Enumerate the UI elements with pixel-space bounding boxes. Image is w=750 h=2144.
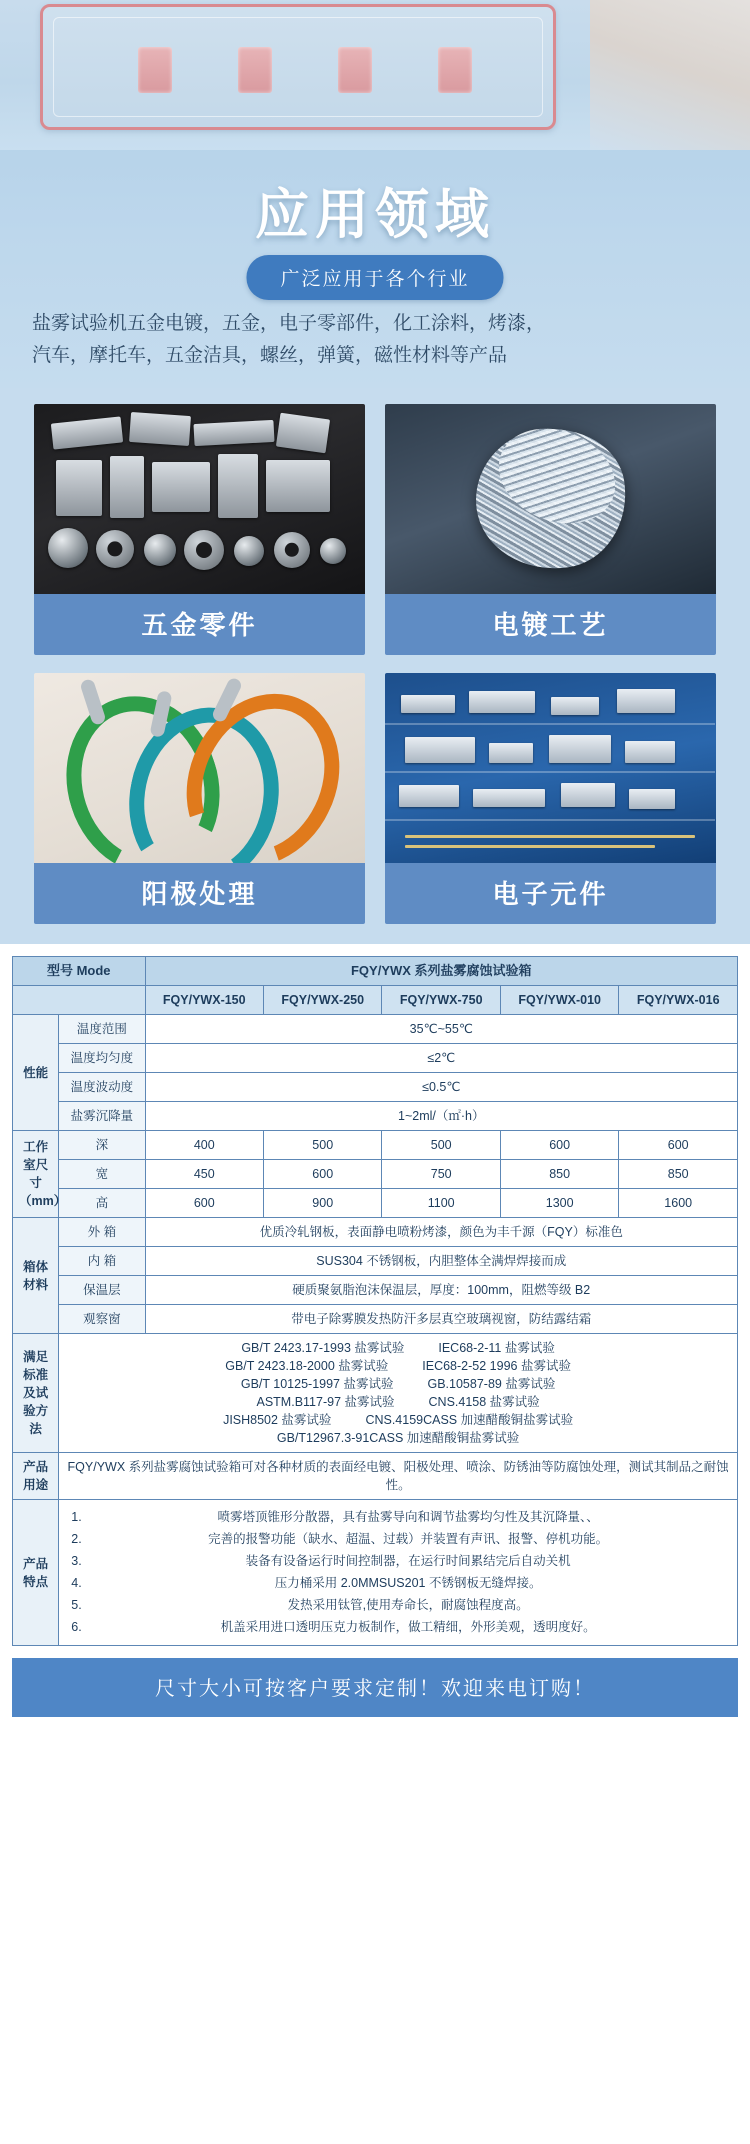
features-cell: [59, 1500, 738, 1646]
gallery-caption: 阳极处理: [34, 863, 365, 924]
row-value: ≤2℃: [145, 1044, 737, 1073]
row-value: 带电子除雾膜发热防汗多层真空玻璃视窗，防结露结霜: [145, 1305, 737, 1334]
row-value: 1~2ml/（㎡·h）: [145, 1102, 737, 1131]
gallery-card-plating: [385, 404, 716, 655]
row-label: 盐雾沉降量: [59, 1102, 145, 1131]
table-row: [13, 1247, 738, 1276]
dim-cell: 450: [145, 1160, 263, 1189]
gallery-card-electronics: [385, 673, 716, 924]
machine-panel: [438, 47, 472, 93]
standard-line: GB/T 2423.18-2000 盐雾试验 IEC68-2-52 1996 盐雾试验: [225, 1359, 571, 1373]
feature-item: 5. 发热采用钛管,使用寿命长，耐腐蚀程度高。: [85, 1596, 731, 1615]
spec-table-section: [0, 944, 750, 1717]
table-row: [13, 1276, 738, 1305]
dim-cell: 850: [500, 1160, 618, 1189]
table-row: [13, 1218, 738, 1247]
row-label: 温度均匀度: [59, 1044, 145, 1073]
standard-line: GB/T 2423.17-1993 盐雾试验 IEC68-2-11 盐雾试验: [241, 1341, 555, 1355]
dim-cell: 900: [264, 1189, 382, 1218]
row-value: 优质冷轧钢板，表面静电喷粉烤漆，颜色为丰千源（FQY）标准色: [145, 1218, 737, 1247]
carabiner-clip: [79, 678, 107, 726]
section-label-dimensions: 工作室尺寸（mm）: [13, 1131, 59, 1218]
model-cell: FQY/YWX-016: [619, 986, 738, 1015]
table-row: [13, 1044, 738, 1073]
row-label: 温度范围: [59, 1015, 145, 1044]
feature-item: 6. 机盖采用进口透明压克力板制作，做工精细，外形美观，透明度好。: [85, 1618, 731, 1637]
model-title: FQY/YWX 系列盐雾腐蚀试验箱: [145, 957, 737, 986]
usage-cell: FQY/YWX 系列盐雾腐蚀试验箱可对各种材质的表面经电镀、阳极处理、喷涂、防锈油等防腐蚀处理，测试其制品之耐蚀性。: [59, 1453, 738, 1500]
row-label: 高: [59, 1189, 145, 1218]
section-label-performance: 性能: [13, 1015, 59, 1131]
standard-line: GB/T 10125-1997 盐雾试验 GB.10587-89 盐雾试验: [240, 1377, 556, 1391]
gallery-caption: 五金零件: [34, 594, 365, 655]
hero-section: [0, 0, 750, 388]
table-row: [13, 1073, 738, 1102]
table-row: [13, 1334, 738, 1453]
dim-cell: 600: [264, 1160, 382, 1189]
gallery-caption: 电镀工艺: [385, 594, 716, 655]
wire-mesh-photo: [385, 404, 716, 594]
pcb-photo: [385, 673, 716, 863]
table-row: [13, 1160, 738, 1189]
model-cell: FQY/YWX-150: [145, 986, 263, 1015]
table-row: [13, 957, 738, 986]
table-row: [13, 1500, 738, 1646]
row-label: 宽: [59, 1160, 145, 1189]
feature-item: 1. 喷雾塔顶锥形分散器，具有盐雾导向和调节盐雾均匀性及其沉降量、、: [85, 1508, 731, 1527]
standards-cell: [59, 1334, 738, 1453]
table-row: [13, 986, 738, 1015]
page-title: 应用领域: [255, 185, 495, 245]
dim-cell: 400: [145, 1131, 263, 1160]
model-cell: FQY/YWX-750: [382, 986, 500, 1015]
standard-line: GB/T12967.3-91CASS 加速醋酸铜盐雾试验: [276, 1431, 520, 1445]
machine-panel: [238, 47, 272, 93]
machine-body: [40, 4, 556, 130]
feature-item: 2. 完善的报警功能（缺水、超温、过载）并装置有声讯、报警、停机功能。: [85, 1530, 731, 1549]
gallery-caption: 电子元件: [385, 863, 716, 924]
hardware-parts-photo: [34, 404, 365, 594]
dim-cell: 600: [500, 1131, 618, 1160]
table-row: [13, 1131, 738, 1160]
dim-cell: 600: [619, 1131, 738, 1160]
table-row: [13, 1189, 738, 1218]
dim-cell: 850: [619, 1160, 738, 1189]
footer-banner: 尺寸大小可按客户要求定制！欢迎来电订购！: [12, 1658, 738, 1717]
model-header-spacer: [13, 986, 146, 1015]
row-label: 观察窗: [59, 1305, 145, 1334]
model-cell: FQY/YWX-250: [264, 986, 382, 1015]
specification-table: [12, 956, 738, 1646]
table-row: [13, 1453, 738, 1500]
hero-description-line-1: 盐雾试验机五金电镀，五金，电子零部件，化工涂料，烤漆，: [32, 313, 546, 334]
gallery-card-hardware: [34, 404, 365, 655]
row-value: 35℃~55℃: [145, 1015, 737, 1044]
section-label-material: 箱体材料: [13, 1218, 59, 1334]
photo-side-fade: [590, 0, 750, 150]
hero-machine-photo: [0, 0, 750, 150]
hero-description: [0, 308, 750, 372]
hero-description-line-2: 汽车，摩托车，五金洁具，螺丝，弹簧，磁性材料等产品: [32, 345, 508, 366]
row-value: ≤0.5℃: [145, 1073, 737, 1102]
gallery-card-anodizing: [34, 673, 365, 924]
carabiner-photo: [34, 673, 365, 863]
row-label: 内 箱: [59, 1247, 145, 1276]
dim-cell: 750: [382, 1160, 500, 1189]
table-row: [13, 1305, 738, 1334]
application-gallery: [0, 388, 750, 944]
machine-panel: [138, 47, 172, 93]
row-label: 外 箱: [59, 1218, 145, 1247]
section-label-standards: 满足标准及试验方法: [13, 1334, 59, 1453]
row-label: 深: [59, 1131, 145, 1160]
feature-item: 4. 压力桶采用 2.0MMSUS201 不锈钢板无缝焊接。: [85, 1574, 731, 1593]
dim-cell: 1300: [500, 1189, 618, 1218]
row-value: 硬质聚氨脂泡沫保温层，厚度：100mm，阻燃等级 B2: [145, 1276, 737, 1305]
row-label: 温度波动度: [59, 1073, 145, 1102]
model-cell: FQY/YWX-010: [500, 986, 618, 1015]
row-label: 保温层: [59, 1276, 145, 1305]
table-row: [13, 1102, 738, 1131]
section-label-usage: 产品用途: [13, 1453, 59, 1500]
standard-line: ASTM.B117-97 盐雾试验 CNS.4158 盐雾试验: [256, 1395, 540, 1409]
dim-cell: 600: [145, 1189, 263, 1218]
standard-line: JISH8502 盐雾试验 CNS.4159CASS 加速醋酸铜盐雾试验: [223, 1413, 574, 1427]
dim-cell: 500: [264, 1131, 382, 1160]
hero-subtitle-pill: 广泛应用于各个行业: [246, 255, 503, 300]
feature-item: 3. 装备有设备运行时间控制器，在运行时间累结完后自动关机: [85, 1552, 731, 1571]
machine-panel: [338, 47, 372, 93]
model-label: 型号 Mode: [13, 957, 146, 986]
section-label-features: 产品特点: [13, 1500, 59, 1646]
dim-cell: 1600: [619, 1189, 738, 1218]
table-row: [13, 1015, 738, 1044]
dim-cell: 1100: [382, 1189, 500, 1218]
row-value: SUS304 不锈钢板，内胆整体全满焊焊接而成: [145, 1247, 737, 1276]
dim-cell: 500: [382, 1131, 500, 1160]
